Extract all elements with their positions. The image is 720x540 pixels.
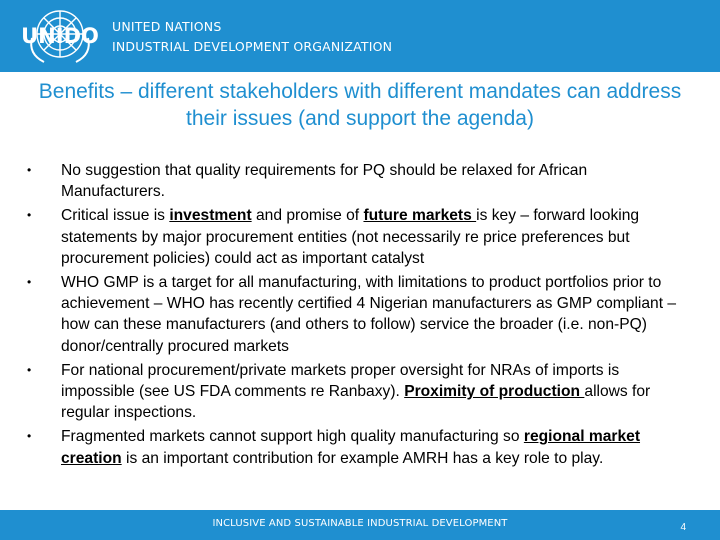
bullet-emphasis: Proximity of production — [404, 383, 585, 401]
header-bar — [0, 0, 720, 72]
bullet-dot-icon: • — [27, 163, 32, 177]
bullet-item — [25, 426, 690, 468]
footer-bar — [0, 510, 720, 540]
slide-title: Benefits – different stakeholders with different mandates can address their issues (and support the agenda) — [38, 80, 682, 130]
bullet-emphasis: regional market creation — [61, 428, 641, 467]
bullet-text: WHO GMP is a target for all manufacturing, with limitations to product portfolios prior to achievement – WHO has recently certified 4 Nigerian manufacturers as GMP compliant – how can these manufacturers (and others to follow) service the broader (i.e. non-PQ) donor/centrally procured markets — [61, 274, 677, 355]
bullet-dot-icon: • — [27, 275, 32, 290]
bullet-emphasis: investment — [169, 207, 252, 225]
org-line-2: INDUSTRIAL DEVELOPMENT ORGANIZATION — [112, 39, 393, 54]
bullet-text: For national procurement/private markets proper oversight for NRAs of imports is impossible (see US FDA comments re Ranbaxy). — [61, 361, 620, 401]
bullet-text: is an important contribution for example AMRH has a key role to play. — [121, 449, 604, 467]
bullet-dot-icon: • — [27, 208, 32, 223]
bullet-text: and promise of — [251, 207, 364, 225]
bullet-text: is key – forward looking statements by major procurement entities (not necessarily re price preferences but procurement policies) could act as important catalyst — [61, 207, 640, 267]
bullet-dot-icon: • — [27, 429, 32, 444]
page-number: 4 — [680, 522, 686, 533]
bullet-text: allows for regular inspections. — [61, 383, 651, 422]
bullet-text: Fragmented markets cannot support high quality manufacturing so — [61, 428, 524, 446]
unido-logo — [14, 4, 106, 68]
footer-tagline: INCLUSIVE AND SUSTAINABLE INDUSTRIAL DEVELOPMENT — [212, 518, 508, 529]
bullet-item — [25, 160, 690, 202]
bullet-list — [25, 160, 690, 472]
bullet-text: No suggestion that quality requirements for PQ should be relaxed for African Manufacturers. — [61, 162, 588, 201]
org-name — [112, 17, 392, 57]
bullet-text: Critical issue is — [61, 207, 170, 225]
org-line-1: UNITED NATIONS — [112, 19, 222, 34]
bullet-item — [25, 272, 690, 357]
bullet-item — [25, 205, 690, 269]
logo-text: UNIDO — [21, 24, 99, 48]
bullet-dot-icon: • — [27, 362, 32, 377]
bullet-item — [25, 360, 690, 424]
bullet-emphasis: future markets — [363, 207, 477, 225]
